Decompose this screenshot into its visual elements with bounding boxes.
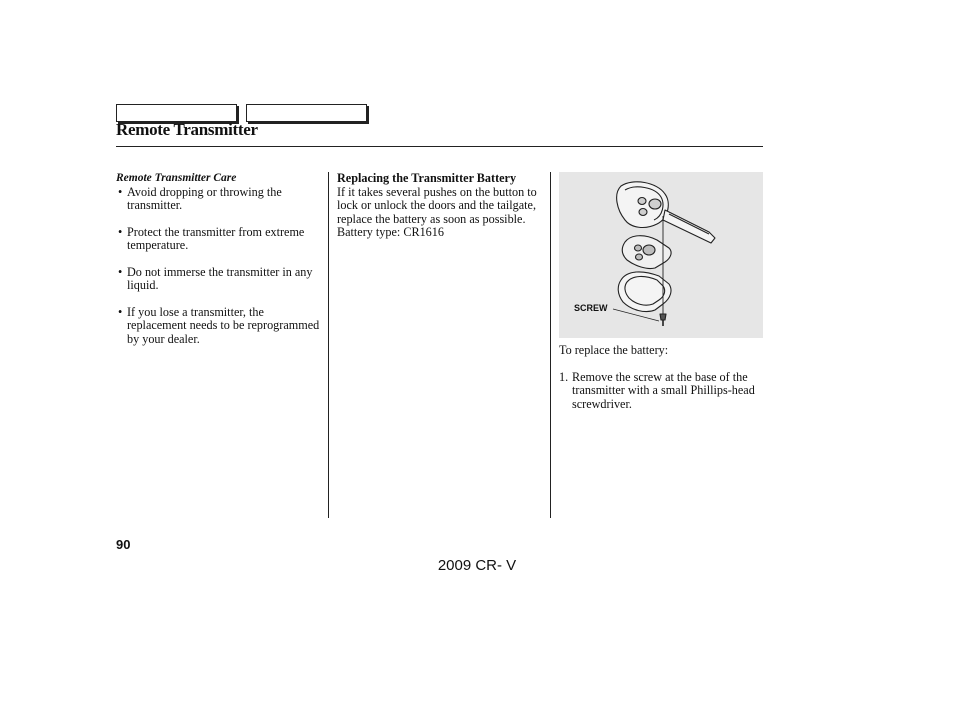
list-item: • Avoid dropping or throwing the transmitter.: [116, 186, 321, 213]
exploded-transmitter-icon: [559, 172, 763, 338]
page-title: Remote Transmitter: [116, 120, 258, 139]
transmitter-illustration: [559, 172, 763, 338]
battery-type: Battery type: CR1616: [337, 225, 444, 239]
steps-column: [559, 344, 764, 411]
page-number: 90: [116, 537, 131, 552]
steps-list: [559, 371, 764, 412]
footer-model: 2009 CR- V: [437, 557, 517, 574]
steps-intro: To replace the battery:: [559, 343, 669, 357]
list-item: • Do not immerse the transmitter in any liquid.: [116, 266, 321, 293]
column-divider: [328, 172, 329, 518]
nav-button-2[interactable]: [246, 104, 367, 122]
column-divider: [550, 172, 551, 518]
battery-column: [337, 172, 542, 240]
battery-body: If it takes several pushes on the button to lock or unlock the doors and the tailgate, replace the battery as soon as possible.: [337, 184, 537, 226]
title-divider: [116, 146, 763, 147]
list-item: • Protect the transmitter from extreme temperature.: [116, 226, 321, 253]
care-heading: Remote Transmitter Care: [116, 172, 237, 184]
screw-label: SCREW: [574, 303, 608, 313]
list-item: [559, 371, 764, 412]
step-text: Remove the screw at the base of the transmitter with a small Phillips-head screwdriver.: [572, 369, 755, 411]
care-column: [116, 172, 321, 359]
list-item: • If you lose a transmitter, the replacement needs to be reprogrammed by your dealer.: [116, 306, 321, 347]
battery-heading: Replacing the Transmitter Battery: [337, 171, 517, 185]
step-number: 1.: [559, 369, 569, 384]
care-list: [116, 186, 321, 347]
